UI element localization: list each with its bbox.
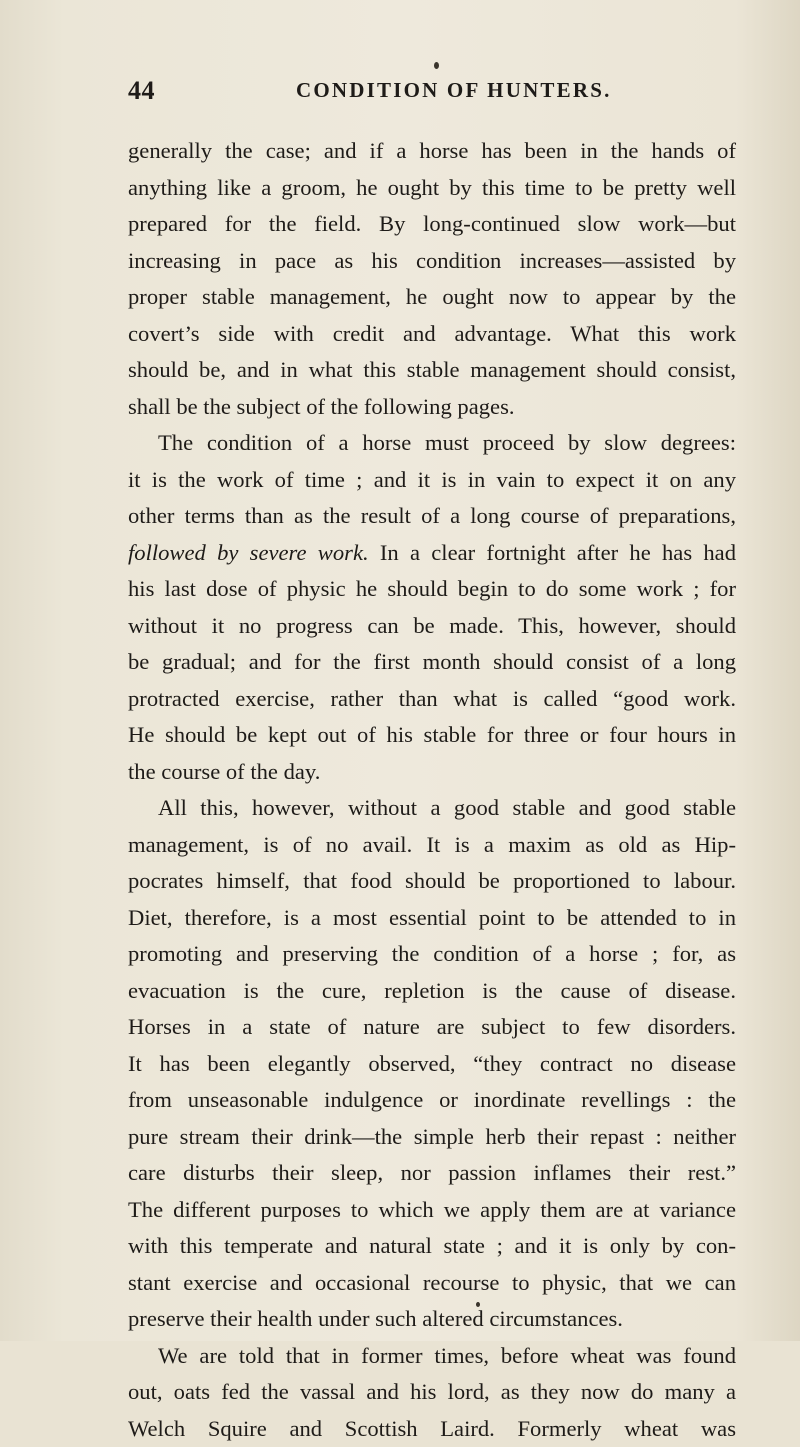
- text-line: protracted exercise, rather than what is called “good work.: [128, 681, 736, 718]
- text-line: care disturbs their sleep, nor passion inflames their rest.”: [128, 1155, 736, 1192]
- text-line: out, oats fed the vassal and his lord, as they now do many a: [128, 1374, 736, 1411]
- text-line: We are told that in former times, before wheat was found: [128, 1338, 736, 1375]
- text-line: from unseasonable indulgence or inordinate revellings : the: [128, 1082, 736, 1119]
- body-text: [128, 133, 736, 1447]
- text-line: it is the work of time ; and it is in vain to expect it on any: [128, 462, 736, 499]
- text-line: covert’s side with credit and advantage. What this work: [128, 316, 736, 353]
- text-line: preserve their health under such altered circumstances.: [128, 1301, 736, 1338]
- text-line: the course of the day.: [128, 754, 736, 791]
- text-line: evacuation is the cure, repletion is the cause of disease.: [128, 973, 736, 1010]
- text-line: other terms than as the result of a long course of preparations,: [128, 498, 736, 535]
- text-line: without it no progress can be made. This, however, should: [128, 608, 736, 645]
- text-line: Welch Squire and Scottish Laird. Formerly wheat was: [128, 1411, 736, 1447]
- running-title: CONDITION OF HUNTERS.: [296, 78, 612, 103]
- text-line: with this temperate and natural state ; and it is only by con-: [128, 1228, 736, 1265]
- text-line: Diet, therefore, is a most essential point to be attended to in: [128, 900, 736, 937]
- text-line: Horses in a state of nature are subject to few disorders.: [128, 1009, 736, 1046]
- text-line: shall be the subject of the following pages.: [128, 389, 736, 426]
- text-line: increasing in pace as his condition increases—assisted by: [128, 243, 736, 280]
- text-line: He should be kept out of his stable for three or four hours in: [128, 717, 736, 754]
- text-line: pocrates himself, that food should be proportioned to labour.: [128, 863, 736, 900]
- text-line: The condition of a horse must proceed by slow degrees:: [128, 425, 736, 462]
- page-number: 44: [128, 76, 155, 106]
- text-line: The different purposes to which we apply them are at variance: [128, 1192, 736, 1229]
- text-line: generally the case; and if a horse has been in the hands of: [128, 133, 736, 170]
- text-line: It has been elegantly observed, “they contract no disease: [128, 1046, 736, 1083]
- text-line: promoting and preserving the condition of a horse ; for, as: [128, 936, 736, 973]
- text-line: management, is of no avail. It is a maxim as old as Hip-: [128, 827, 736, 864]
- text-line: should be, and in what this stable management should consist,: [128, 352, 736, 389]
- page-header: [128, 76, 736, 110]
- text-line-mixed: [128, 535, 736, 572]
- text-line: his last dose of physic he should begin to do some work ; for: [128, 571, 736, 608]
- text-line: anything like a groom, he ought by this time to be pretty well: [128, 170, 736, 207]
- ink-speck: [434, 62, 439, 69]
- text-run: In a clear fortnight after he has had: [369, 540, 736, 565]
- text-line: proper stable management, he ought now to appear by the: [128, 279, 736, 316]
- italic-phrase: followed by severe work.: [128, 540, 369, 565]
- text-line: be gradual; and for the first month should consist of a long: [128, 644, 736, 681]
- text-line: stant exercise and occasional recourse to physic, that we can: [128, 1265, 736, 1302]
- text-line: prepared for the field. By long-continued slow work—but: [128, 206, 736, 243]
- text-line: pure stream their drink—the simple herb their repast : neither: [128, 1119, 736, 1156]
- text-line: All this, however, without a good stable and good stable: [128, 790, 736, 827]
